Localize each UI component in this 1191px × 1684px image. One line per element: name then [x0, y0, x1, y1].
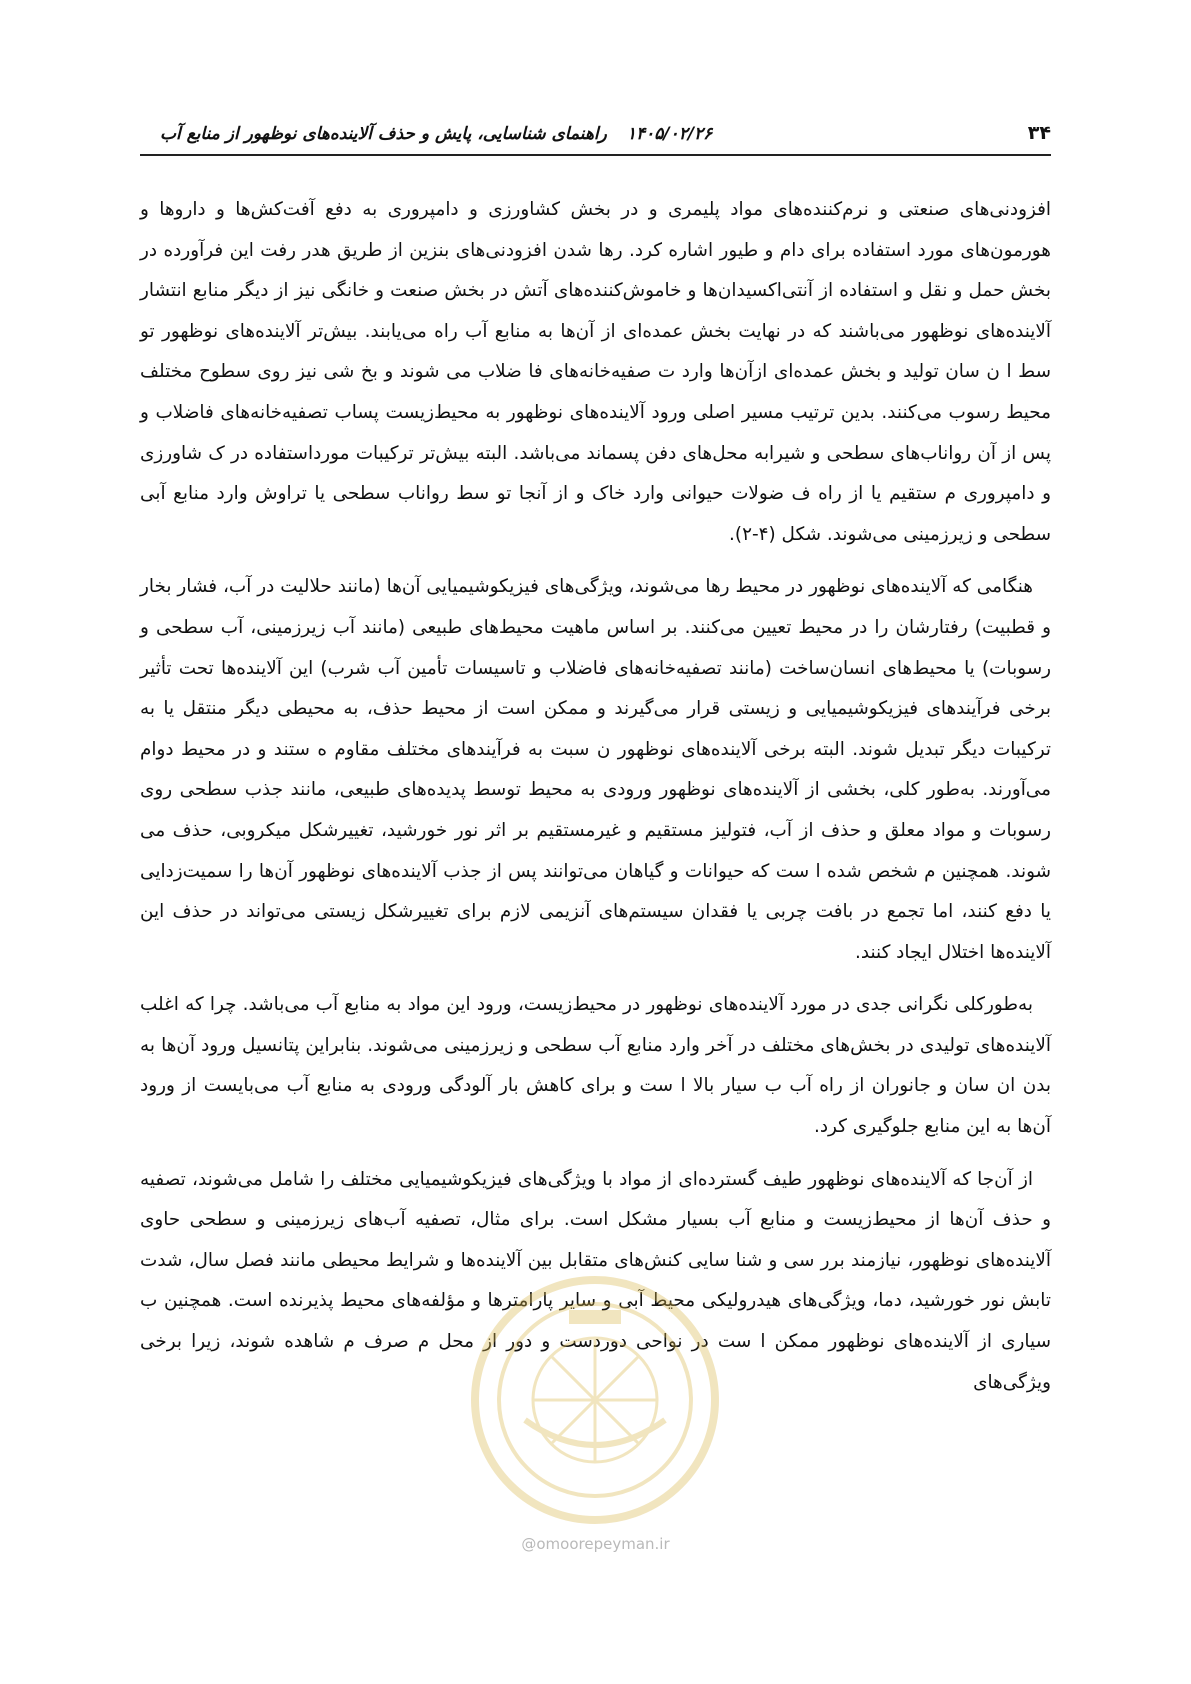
- body-text: [140, 190, 1051, 1415]
- header-date: ۱۴۰۵/۰۲/۲۶: [626, 124, 713, 144]
- watermark-url: @omoorepeyman.ir: [521, 1535, 670, 1553]
- paragraph: افزودنی‌های صنعتی و نرم‌کننده‌های مواد پلیمری و در بخش کشاورزی و دامپروری به دفع آفت‌کش‌ها و داروها و هورمون‌های مورد استفاده برای دام و طیور اشاره کرد. رها شدن افزودنی‌های بنزین از طریق هدر رفت این فرآورده در بخش حمل و نقل و استفاده از آنتی‌اکسیدان‌ها و خاموش‌کننده‌های آتش در بخش صنعت و خانگی نیز از دیگر منابع انتشار آلاینده‌های نوظهور می‌باشند که در نهایت بخش عمده‌ای از آن‌ها به منابع آب راه می‌یابند. بیش‌تر آلاینده‌های نوظهور تو سط ا ن سان تولید و بخش عمده‌ای ازآن‌ها وارد ت صفیه‌خانه‌های فا ضلاب می شوند و بخ شی نیز روی سطوح مختلف محیط رسوب می‌کنند. بدین ترتیب مسیر اصلی ورود آلاینده‌های نوظهور به محیط‌زیست پساب تصفیه‌خانه‌های فاضلاب و پس از آن رواناب‌های سطحی و شیرابه محل‌های دفن پسماند می‌باشد. البته بیش‌تر ترکیبات مورداستفاده در ک شاورزی و دامپروری م ستقیم یا از راه ف ضولات حیوانی وارد خاک و از آنجا تو سط رواناب سطحی یا تراوش وارد منابع آبی سطحی و زیرزمینی می‌شوند. شکل (۴-۲).: [140, 199, 1051, 545]
- paragraph: هنگامی که آلاینده‌های نوظهور در محیط رها می‌شوند، ویژگی‌های فیزیکوشیمیایی آن‌ها (مانند حلالیت در آب، فشار بخار و قطبیت) رفتارشان را در محیط تعیین می‌کنند. بر اساس ماهیت محیط‌های طبیعی (مانند آب زیرزمینی، آب سطحی و رسوبات) یا محیط‌های انسان‌ساخت (مانند تصفیه‌خانه‌های فاضلاب و تاسیسات تأمین آب شرب) این آلاینده‌ها تحت تأثیر برخی فرآیندهای فیزیکوشیمیایی و زیستی قرار می‌گیرند و ممکن است از محیط حذف، به محیطی دیگر منتقل یا به ترکیبات دیگر تبدیل شوند. البته برخی آلاینده‌های نوظهور ن سبت به فرآیندهای مختلف مقاوم ه ستند و در محیط دوام می‌آورند. به‌طور کلی، بخشی از آلاینده‌های نوظهور ورودی به محیط توسط پدیده‌های طبیعی، مانند جذب سطحی روی رسوبات و مواد معلق و حذف از آب، فتولیز مستقیم و غیرمستقیم بر اثر نور خورشید، تغییرشکل میکروبی، حذف می شوند. همچنین م شخص شده ا ست که حیوانات و گیاهان می‌توانند پس از جذب آلاینده‌های نوظهور آن‌ها را سمیت‌زدایی یا دفع کنند، اما تجمع در بافت چربی یا فقدان سیستم‌های آنزیمی لازم برای تغییرشکل زیستی می‌تواند در حذف این آلاینده‌ها اختلال ایجاد کنند.: [140, 576, 1051, 963]
- page-header: [140, 120, 1051, 156]
- page-number: ۳۴: [1027, 122, 1051, 144]
- paragraph: به‌طورکلی نگرانی جدی در مورد آلاینده‌های نوظهور در محیط‌زیست، ورود این مواد به منابع آب می‌باشد. چرا که اغلب آلاینده‌های تولیدی در بخش‌های مختلف در آخر وارد منابع آب سطحی و زیرزمینی می‌شوند. بنابراین پتانسیل ورود آن‌ها به بدن ان سان و جانوران از راه آب ب سیار بالا ا ست و برای کاهش بار آلودگی ورودی به منابع آب می‌بایست از ورود آن‌ها به این منابع جلوگیری کرد.: [140, 994, 1051, 1138]
- running-title: [140, 124, 712, 144]
- header-title: راهنمای شناسایی، پایش و حذف آلاینده‌های نوظهور از منابع آب: [160, 124, 607, 144]
- paragraph: از آن‌جا که آلاینده‌های نوظهور طیف گسترده‌ای از مواد با ویژگی‌های فیزیکوشیمیایی مختلف را شامل می‌شوند، تصفیه و حذف آن‌ها از محیط‌زیست و منابع آب بسیار مشکل است. برای مثال، تصفیه آب‌های زیرزمینی و سطحی حاوی آلاینده‌های نوظهور، نیازمند برر سی و شنا سایی کنش‌های متقابل بین آلاینده‌ها و شرایط محیطی مانند فصل سال، شدت تابش نور خورشید، دما، ویژگی‌های هیدرولیکی محیط آبی و سایر پارامترها و مؤلفه‌های محیط پذیرنده است. همچنین ب سیاری از آلاینده‌های نوظهور ممکن ا ست در نواحی دوردست و دور از محل م صرف م شاهده شوند، زیرا برخی ویژگی‌های: [140, 1168, 1051, 1393]
